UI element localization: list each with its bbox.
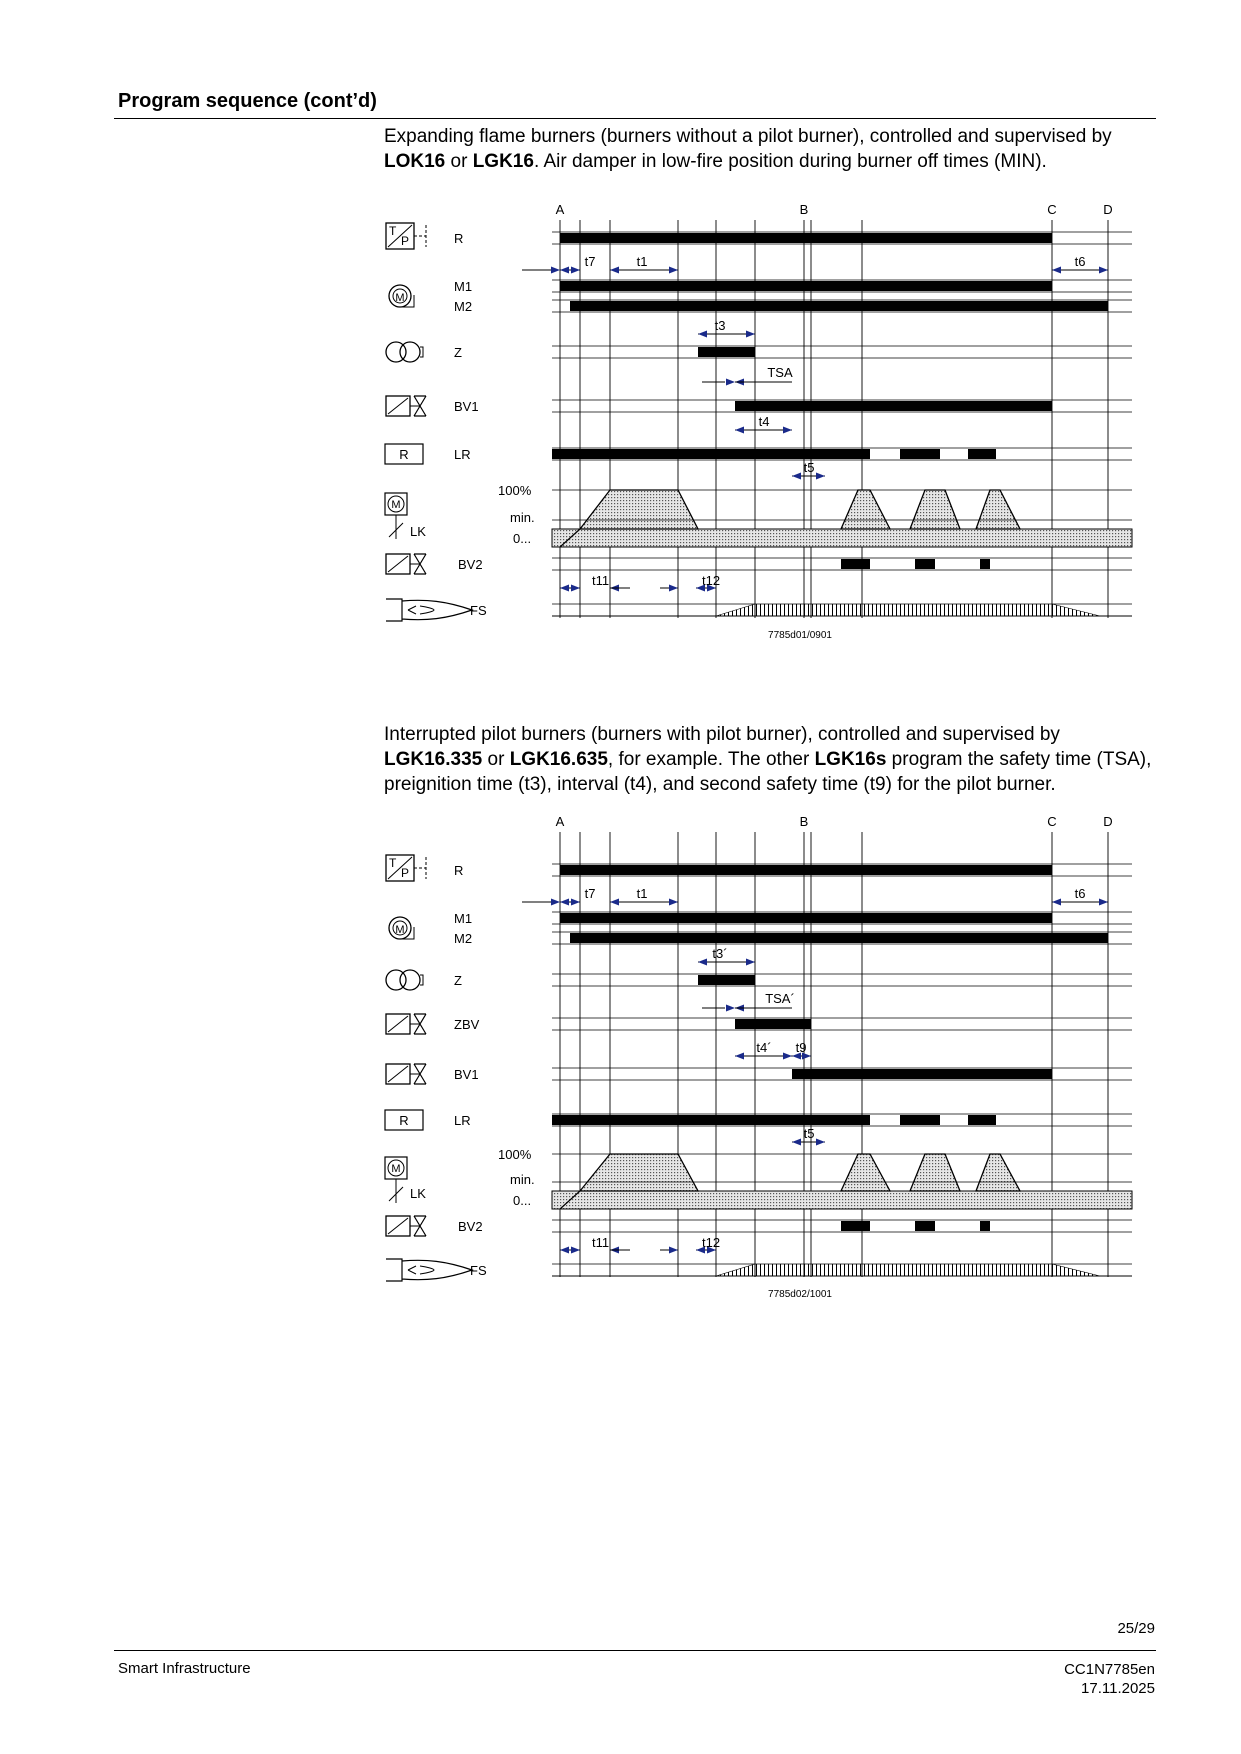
phase-label: D <box>1103 202 1113 217</box>
damper-ramp <box>580 1154 698 1191</box>
flame-rise <box>716 1264 755 1276</box>
solenoid-slash <box>388 1066 408 1082</box>
intro-paragraph-2 <box>384 722 1156 797</box>
signal-label-lr: LR <box>454 1113 471 1128</box>
time-label-t9: t9 <box>795 1040 807 1055</box>
signal-label-z: Z <box>454 345 462 360</box>
timing-diagram-1 <box>380 200 1160 680</box>
damper-ramp <box>910 1154 960 1191</box>
transformer-coil <box>400 342 420 362</box>
damper-ramp <box>976 1154 1020 1191</box>
arrow-right-icon <box>1099 899 1108 906</box>
arrow-right-icon <box>551 267 560 274</box>
diagram-interrupted-pilot <box>380 812 1160 1342</box>
damper-ramp <box>841 1154 890 1191</box>
signal-label-bv1: BV1 <box>454 1067 479 1082</box>
damper-zero-label: 0... <box>513 531 532 546</box>
timing-diagram-2 <box>380 812 1160 1342</box>
motor-m-label: M <box>395 292 405 304</box>
time-label-t12: t12 <box>702 1235 721 1250</box>
arrow-right-icon <box>571 899 580 906</box>
arrow-left-icon <box>560 267 569 274</box>
page-number: 25/29 <box>1117 1620 1155 1637</box>
actuator-m-label: M <box>391 1163 401 1175</box>
intro-paragraph-1 <box>384 124 1156 174</box>
switch-contact-icon <box>414 225 426 247</box>
diagram-id: 7785d02/1001 <box>768 1289 832 1300</box>
footer-doc-info <box>1064 1660 1155 1698</box>
bar-lr <box>900 1115 940 1125</box>
bar-bv2 <box>980 1221 990 1231</box>
signal-label-lr: LR <box>454 447 471 462</box>
flame-signal-band <box>755 1264 1052 1276</box>
arrow-right-icon <box>571 267 580 274</box>
signal-label-m2: M2 <box>454 931 473 946</box>
bar-m1 <box>560 913 1052 923</box>
time-label-t4: t4´ <box>756 1040 772 1055</box>
footer-rule <box>114 1650 1156 1651</box>
bar-z <box>698 347 755 357</box>
damper-symbol-label: LK <box>410 1186 426 1201</box>
solenoid-slash <box>388 1218 408 1234</box>
bar-lr <box>552 449 870 459</box>
phase-label: A <box>555 202 565 217</box>
time-label-t3: t3´ <box>712 946 728 961</box>
arrow-left-icon <box>792 473 801 480</box>
signal-label-bv1: BV1 <box>454 399 479 414</box>
bar-z <box>698 975 755 985</box>
damper-zero-band <box>552 529 1132 547</box>
controller-r-label: R <box>399 1113 409 1128</box>
time-label-t12: t12 <box>702 573 721 588</box>
damper-zero-band <box>552 1191 1132 1209</box>
footer-company: Smart Infrastructure <box>118 1660 251 1677</box>
bar-zbv <box>735 1019 811 1029</box>
bar-bv2 <box>841 1221 870 1231</box>
bar-bv1 <box>792 1069 1052 1079</box>
time-label-t7: t7 <box>584 886 596 901</box>
time-label-t6: t6 <box>1074 886 1086 901</box>
signal-label-r: R <box>454 231 464 246</box>
product-name: LGK16s <box>814 749 887 770</box>
arrow-right-icon <box>816 473 825 480</box>
footer-date: 17.11.2025 <box>1081 1680 1155 1697</box>
time-label-t3: t3 <box>714 318 726 333</box>
arrow-right-icon <box>746 959 755 966</box>
arrow-right-icon <box>783 1053 792 1060</box>
time-label-t11: t11 <box>592 1235 610 1250</box>
diagram-id: 7785d01/0901 <box>768 630 832 641</box>
damper-max-label: 100% <box>498 1147 532 1162</box>
thermostat-p-label: P <box>401 866 410 880</box>
solenoid-slash <box>388 556 408 572</box>
arrow-right-icon <box>551 899 560 906</box>
damper-symbol-label: LK <box>410 524 426 539</box>
bar-bv2 <box>915 1221 935 1231</box>
solenoid-slash <box>388 1016 408 1032</box>
signal-label-fs: FS <box>470 1263 487 1278</box>
paragraph-text: , for example. The other <box>607 749 815 770</box>
product-name: LGK16.635 <box>509 749 608 770</box>
damper-ramp <box>976 490 1020 529</box>
paragraph-text: or <box>445 151 473 172</box>
phase-label: C <box>1047 814 1057 829</box>
arrow-left-icon <box>735 427 744 434</box>
arrow-right-icon <box>571 1247 580 1254</box>
damper-max-label: 100% <box>498 483 532 498</box>
damper-ramp <box>580 490 698 529</box>
damper-zero-label: 0... <box>513 1193 532 1208</box>
time-label-t1: t1 <box>636 886 648 901</box>
arrow-right-icon <box>669 1247 678 1254</box>
bar-m2 <box>570 933 1108 943</box>
arrow-left-icon <box>560 899 569 906</box>
arrow-right-icon <box>669 899 678 906</box>
signal-label-fs: FS <box>470 603 487 618</box>
phase-label: B <box>799 814 809 829</box>
flame-fall <box>1052 604 1100 616</box>
arrow-right-icon <box>669 585 678 592</box>
paragraph-text: or <box>482 749 510 770</box>
time-label-t4: t4 <box>758 414 770 429</box>
time-label-t11: t11 <box>592 573 610 588</box>
bar-r <box>560 233 1052 243</box>
arrow-right-icon <box>726 379 735 386</box>
phase-label: A <box>555 814 565 829</box>
time-label-t6: t6 <box>1074 254 1086 269</box>
flame-icon <box>386 599 472 621</box>
time-label-t5: t5 <box>803 1126 815 1141</box>
bar-lr <box>968 449 996 459</box>
solenoid-slash <box>388 398 408 414</box>
bar-lr <box>968 1115 996 1125</box>
arrow-left-icon <box>735 1053 744 1060</box>
arrow-left-icon <box>560 585 569 592</box>
thermostat-t-label: T <box>389 856 397 870</box>
arrow-right-icon <box>1099 267 1108 274</box>
arrow-left-icon <box>1052 899 1061 906</box>
flame-rise <box>716 604 755 616</box>
motor-m-label: M <box>395 924 405 936</box>
phase-label: C <box>1047 202 1057 217</box>
arrow-right-icon <box>783 427 792 434</box>
arrow-right-icon <box>726 1005 735 1012</box>
thermostat-p-label: P <box>401 234 410 248</box>
flame-detector-symbol <box>408 606 434 614</box>
transformer-coil <box>400 970 420 990</box>
actuator-m-label: M <box>391 499 401 511</box>
arrow-left-icon <box>610 267 619 274</box>
signal-label-m1: M1 <box>454 279 473 294</box>
bar-bv2 <box>841 559 870 569</box>
page-title: Program sequence (cont’d) <box>118 90 377 112</box>
time-label-t7: t7 <box>584 254 596 269</box>
damper-min-label: min. <box>510 1172 535 1187</box>
bar-bv2 <box>915 559 935 569</box>
paragraph-text: . Air damper in low-fire position during burner off times (MIN). <box>533 151 1047 172</box>
bar-lr <box>552 1115 870 1125</box>
controller-r-label: R <box>399 447 409 462</box>
signal-label-z: Z <box>454 973 462 988</box>
flame-fall <box>1052 1264 1100 1276</box>
time-label-tsa: TSA <box>767 365 793 380</box>
phase-label: D <box>1103 814 1113 829</box>
signal-label-bv2: BV2 <box>458 1219 483 1234</box>
switch-contact-icon <box>414 857 426 879</box>
flame-detector-symbol <box>408 1266 434 1274</box>
damper-ramp <box>841 490 890 529</box>
product-name: LOK16 <box>384 151 446 172</box>
footer-doc-number: CC1N7785en <box>1064 1661 1155 1678</box>
paragraph-text: Expanding flame burners (burners without a pilot burner), controlled and supervised by <box>384 126 1112 147</box>
signal-label-m1: M1 <box>454 911 473 926</box>
arrow-right-icon <box>669 267 678 274</box>
time-label-t5: t5 <box>803 460 815 475</box>
signal-label-m2: M2 <box>454 299 473 314</box>
product-name: LGK16 <box>472 151 534 172</box>
bar-m1 <box>560 281 1052 291</box>
signal-label-r: R <box>454 863 464 878</box>
flame-signal-band <box>755 604 1052 616</box>
bar-bv1 <box>735 401 1052 411</box>
damper-ramp <box>910 490 960 529</box>
bar-lr <box>900 449 940 459</box>
header-rule <box>114 118 1156 119</box>
arrow-right-icon <box>571 585 580 592</box>
product-name: LGK16.335 <box>384 749 483 770</box>
arrow-left-icon <box>698 959 707 966</box>
arrow-left-icon <box>560 1247 569 1254</box>
arrow-left-icon <box>1052 267 1061 274</box>
signal-label-bv2: BV2 <box>458 557 483 572</box>
arrow-right-icon <box>746 331 755 338</box>
paragraph-text: Interrupted pilot burners (burners with pilot burner), controlled and supervised by <box>384 724 1060 745</box>
thermostat-t-label: T <box>389 224 397 238</box>
arrow-right-icon <box>816 1139 825 1146</box>
paragraph-text: program the safety time (TSA), preignition time (t3), interval (t4), and second safety time (t9) for the pilot burner. <box>384 749 1152 795</box>
time-label-t1: t1 <box>636 254 648 269</box>
bar-r <box>560 865 1052 875</box>
phase-label: B <box>799 202 809 217</box>
signal-label-zbv: ZBV <box>454 1017 480 1032</box>
bar-m2 <box>570 301 1108 311</box>
flame-icon <box>386 1259 472 1281</box>
arrow-left-icon <box>698 331 707 338</box>
bar-bv2 <box>980 559 990 569</box>
arrow-left-icon <box>610 899 619 906</box>
arrow-left-icon <box>792 1139 801 1146</box>
diagram-expanding-flame <box>380 200 1160 680</box>
damper-min-label: min. <box>510 510 535 525</box>
time-label-tsa: TSA´ <box>765 991 795 1006</box>
